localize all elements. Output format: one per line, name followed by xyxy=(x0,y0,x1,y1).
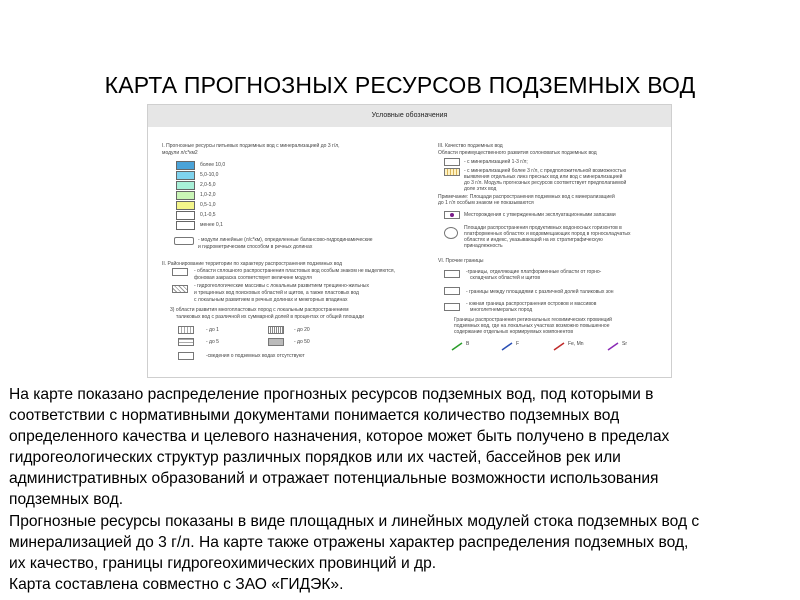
aquifer-symbol xyxy=(444,227,458,239)
text-line: Прогнозные ресурсы показаны в виде площадных и линейных модулей стока подземных вод с xyxy=(9,512,700,530)
region-symbol-2 xyxy=(172,285,188,293)
legend-left-text: 0,5-1,0 xyxy=(200,202,216,208)
talik-symbol-1 xyxy=(178,326,194,334)
text-line: административных образований и отражает потенциальные возможности использования xyxy=(9,470,659,488)
deposit-symbol xyxy=(444,211,460,219)
legend-right-text: Области преимущественного развития солоноватых подземных вод xyxy=(438,150,597,156)
no-data-symbol xyxy=(178,352,194,360)
legend-left-text: модули л/с*км2 xyxy=(162,150,198,156)
legend-left-text: - до 5 xyxy=(206,339,219,345)
text-line: На карте показано распределение прогнозных ресурсов подземных вод, под которыми в xyxy=(9,386,654,403)
legend-swatch xyxy=(176,181,195,190)
region-symbol-1 xyxy=(172,268,188,276)
legend-swatch xyxy=(176,211,195,220)
legend-right-text: Площади распространения продуктивных водоносных горизонтов в xyxy=(464,225,622,231)
text-line: Карта составлена совместно с ЗАО «ГИДЭК». xyxy=(9,575,344,593)
map-legend xyxy=(147,104,672,378)
legend-right-text: содержание отдельных нормируемых компонентов xyxy=(454,329,573,335)
quality-symbol-1 xyxy=(444,158,460,166)
page-title: КАРТА ПРОГНОЗНЫХ РЕСУРСОВ ПОДЗЕМНЫХ ВОД xyxy=(104,72,696,98)
legend-right-text: складчатых областей и щитов xyxy=(470,275,540,281)
legend-right-text: Месторождения с утвержденными эксплуатационными запасами xyxy=(464,212,616,218)
text-line: минерализацией до 3 г/л. На карте также отражены характер распределения подземных вод, xyxy=(9,533,689,551)
legend-swatch xyxy=(176,171,195,180)
legend-left-text: - до 50 xyxy=(294,339,310,345)
province-line-f xyxy=(502,343,512,350)
deposit-dot-icon xyxy=(450,213,454,217)
legend-right-text: VI. Прочие границы xyxy=(438,258,484,264)
legend-left-text: и трещинных вод поисковых областей и щитов, а также пластовых вод xyxy=(194,290,359,296)
boundary-symbol-1 xyxy=(444,270,460,278)
boundary-symbol-3 xyxy=(444,303,460,311)
quality-symbol-2 xyxy=(444,168,460,176)
legend-left-text: - до 20 xyxy=(294,327,310,333)
linear-module-symbol xyxy=(174,237,194,245)
text-line: подземных вод. xyxy=(9,491,124,509)
legend-right-text: многолетнемерзлых пород xyxy=(470,307,533,313)
description-text xyxy=(9,384,799,595)
legend-right-text: - с минерализацией 1-3 г/л; xyxy=(464,159,528,165)
legend-right-text: до 1 г/л особым знаком не показываются xyxy=(438,200,534,206)
legend-left-text: 5,0-10,0 xyxy=(200,172,219,178)
legend-left-text: и гидрометрическим способом в речных долинах xyxy=(198,244,313,250)
legend-left-text: 0,1-0,5 xyxy=(200,212,216,218)
legend-right-text: - границы между площадями с различной долей таликовых зон xyxy=(466,289,614,295)
legend-left-text: -сведения о подземных водах отсутствуют xyxy=(206,353,305,359)
legend-right-text: областях и индекс, указывающий на их стратиграфическую xyxy=(464,237,603,243)
legend-swatch xyxy=(176,161,195,170)
legend-left-text: II. Районирование территории по характеру распространения подземных вод xyxy=(162,261,343,267)
legend-swatch xyxy=(176,221,195,230)
legend-heading: Условные обозначения xyxy=(148,105,671,127)
legend-right-text: Fe, Mn xyxy=(568,341,584,347)
text-line: их качество, границы гидрогеохимических провинций и др. xyxy=(9,554,437,572)
legend-right-text: - южная граница распространения островов и массивов xyxy=(466,301,597,307)
legend-left-text: 1,0-2,0 xyxy=(200,192,216,198)
text-line: определенного качества и целевого назначения, которое может быть получено в пределах xyxy=(9,428,670,446)
legend-right-text: III. Качество подземных вод xyxy=(438,143,503,149)
legend-right-text: Sr xyxy=(622,341,627,347)
legend-left-text: - области сплошного распространения пластовых вод особым знаком не выделяются, xyxy=(194,268,395,274)
legend-left-text: - модули линейные (л/с*км), определенные балансово-гидродинамические xyxy=(198,237,373,243)
legend-left-text: менее 0,1 xyxy=(200,222,223,228)
legend-left-text: 2,0-5,0 xyxy=(200,182,216,188)
text-line: соответствии с нормативными документами понимается количество подземных вод xyxy=(9,407,620,425)
talik-symbol-4 xyxy=(268,338,284,346)
legend-right-text: до 3 г/л. Модуль прогнозных ресурсов соответствует предполагаемой xyxy=(464,180,627,186)
legend-right-text: принадлежность xyxy=(464,243,503,249)
legend-left-text: I. Прогнозные ресурсы питьевых подземных вод с минерализацией до 3 г/л, xyxy=(162,143,340,149)
legend-right-text: B xyxy=(466,341,470,347)
province-symbols xyxy=(448,339,648,353)
boundary-symbol-2 xyxy=(444,287,460,295)
legend-right-text: Границы распространения региональных геохимических провинций xyxy=(454,317,612,323)
text-line: гидрогеологических структур различных порядков или их частей, бассейнов рек или xyxy=(9,449,621,467)
legend-right-text: подземных вод, где на локальных участках возможно повышенное xyxy=(454,323,610,329)
legend-left-text: фоновая закраска соответствует величине модуля xyxy=(194,275,312,281)
legend-right-text: -границы, отделяющие платформенные области от горно- xyxy=(466,269,602,275)
talik-symbol-3 xyxy=(178,338,194,346)
legend-left-text: более 10,0 xyxy=(200,162,226,168)
talik-symbol-2 xyxy=(268,326,284,334)
legend-right-text: Примечание: Площади распространения подземных вод с минерализацией xyxy=(438,194,615,200)
legend-left-text: - до 1 xyxy=(206,327,219,333)
province-line-sr xyxy=(608,343,618,350)
legend-right-text: выявления отдельных линз пресных вод или вод с минерализацией xyxy=(464,174,623,180)
legend-left-text: 3) области развития многопластовых пород с локальным распространением xyxy=(170,307,349,313)
legend-left-text: с локальным развитием в речных долинах и межгорных впадинах xyxy=(194,297,348,303)
legend-right-text: F xyxy=(516,341,520,347)
legend-right-text: доле этих вод xyxy=(464,186,497,192)
legend-left-text: - гидрогеологические массивы с локальным развитием трещинно-жильных xyxy=(194,283,369,289)
legend-swatch xyxy=(176,201,195,210)
province-line-b xyxy=(452,343,462,350)
legend-swatch xyxy=(176,191,195,200)
legend-left-text: таликовых вод с различной их суммарной долей в процентах от общей площади xyxy=(176,314,365,320)
province-line-fe-mn xyxy=(554,343,564,350)
legend-right-text: - с минерализацией более 3 г/л, с предположительной возможностью xyxy=(464,168,627,174)
legend-right-text: платформенных областях и водовмещающих пород в горноскладчатых xyxy=(464,231,631,237)
